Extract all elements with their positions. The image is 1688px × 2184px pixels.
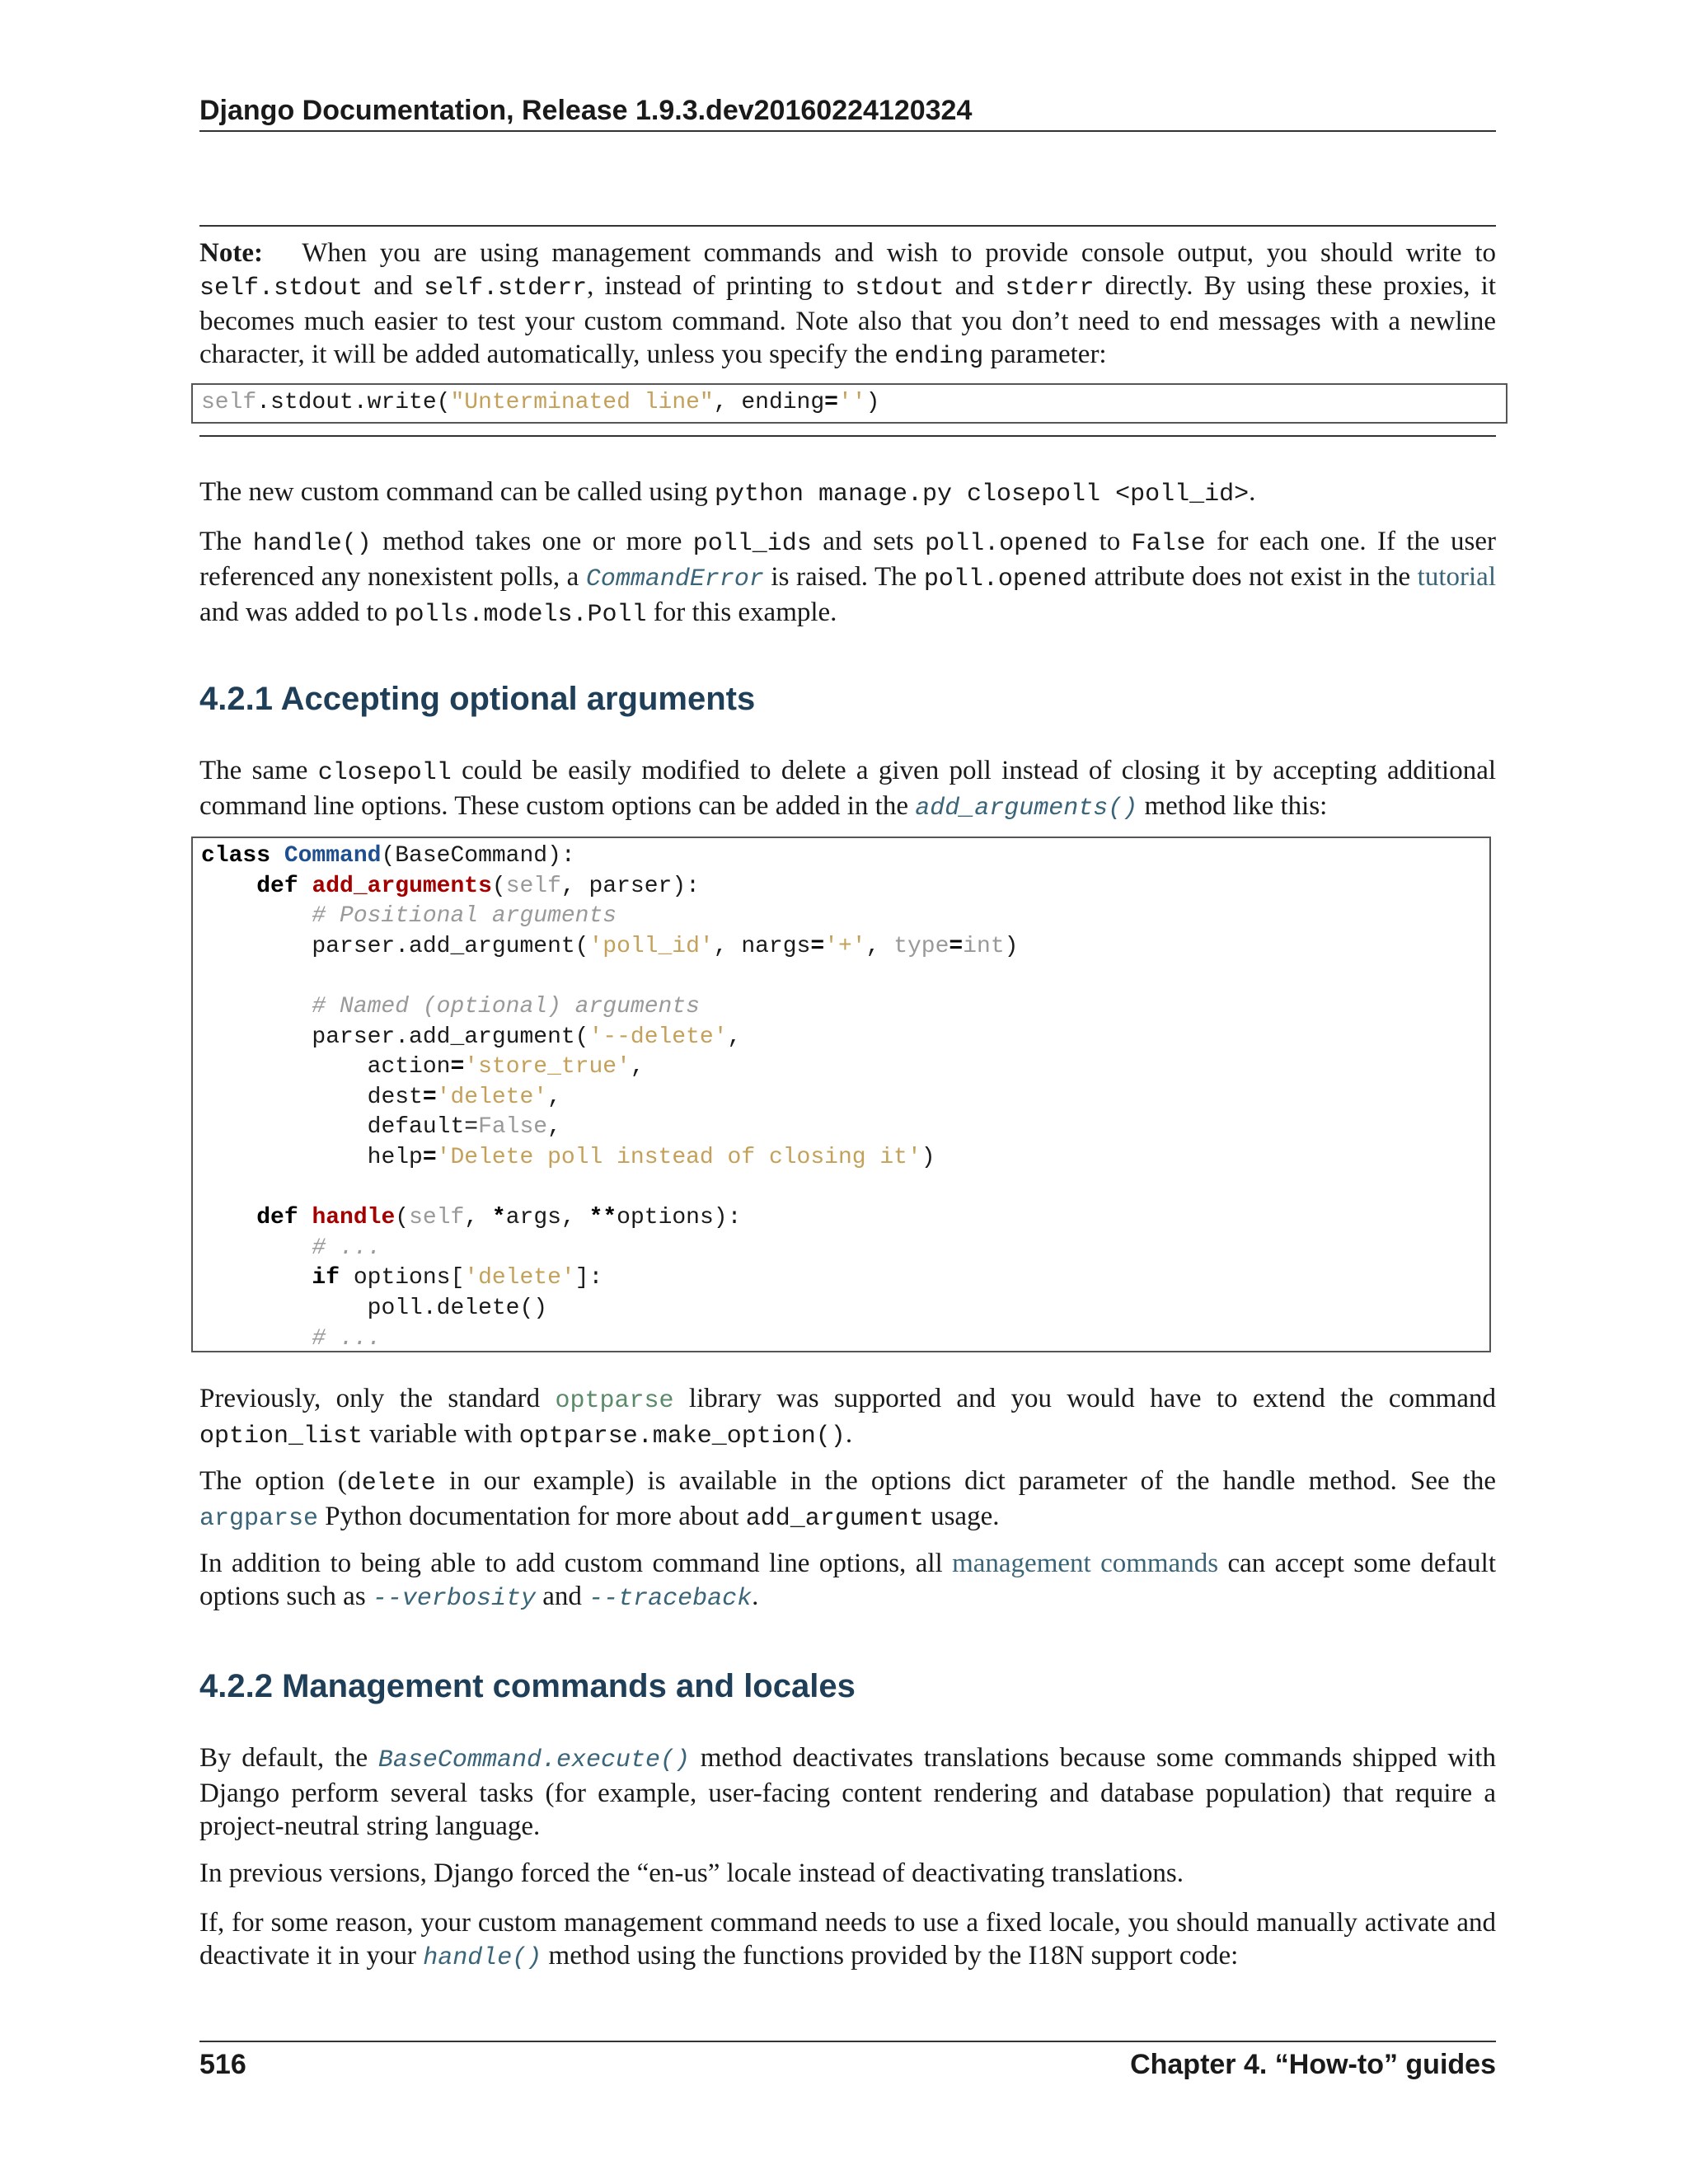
section-heading: 4.2.2 Management commands and locales <box>199 1668 856 1704</box>
running-header <box>199 92 1496 132</box>
section-heading: 4.2.1 Accepting optional arguments <box>199 681 756 717</box>
paragraph: The option (delete in our example) is available in the options dict parameter of the handle method. See the argparse Python documentation for more about add_argument usage. <box>199 1466 1496 1533</box>
note-code-block: self.stdout.write("Unterminated line", ending='') <box>191 383 1507 424</box>
verbosity-link[interactable]: --verbosity <box>372 1585 536 1613</box>
note-box <box>199 225 1496 437</box>
add-arguments-link[interactable]: add_arguments() <box>915 794 1138 823</box>
paragraph: The handle() method takes one or more poll_ids and sets poll.opened to False for each one. If the user referenced any nonexistent polls, a CommandError is raised. The poll.opened attribute does not exist in the tutorial and was added to polls.models.Poll for this example. <box>199 527 1497 629</box>
management-commands-link[interactable]: management commands <box>952 1549 1219 1578</box>
page-number: 516 <box>199 2049 246 2080</box>
paragraph: Previously, only the standard optparse library was supported and you would have to extend the command option_list variable with optparse.make_option(). <box>199 1384 1496 1451</box>
paragraph: The same closepoll could be easily modified to delete a given poll instead of closing it by accepting additional command line options. These custom options can be added in the add_arguments() method like this: <box>199 756 1497 823</box>
paragraph: If, for some reason, your custom management command needs to use a fixed locale, you should manually activate and deactivate it in your handle() method using the functions provided by the I18N support code: <box>199 1908 1496 1972</box>
document-page <box>199 0 1496 2184</box>
paragraph: By default, the BaseCommand.execute() method deactivates translations because some commands shipped with Django perform several tasks (for example, user-facing content rendering and database population) that require a project-neutral string language. <box>199 1743 1496 1841</box>
chapter-title: Chapter 4. “How-to” guides <box>1130 2049 1496 2080</box>
code-block: class Command(BaseCommand): def add_arguments(self, parser): # Positional arguments parser.add_argument('poll_id', nargs='+', type=int) # Named (optional) arguments parser.add_argument('--delete', action='store_true', dest='delete', default=False, help='Delete poll instead of closing it') def handle(self, *args, **options): # ... if options['delete']: poll.delete() # ... <box>191 837 1488 1352</box>
paragraph: In previous versions, Django forced the “en-us” locale instead of deactivating translations. <box>199 1858 1184 1888</box>
argparse-link[interactable]: argparse <box>199 1505 319 1533</box>
handle-link[interactable]: handle() <box>423 1944 542 1972</box>
header-title: Django Documentation, Release 1.9.3.dev20160224120324 <box>199 95 973 126</box>
paragraph: The new custom command can be called using python manage.py closepoll <poll_id>. <box>199 477 1256 509</box>
paragraph: In addition to being able to add custom command line options, all management commands can accept some default options such as --verbosity and --traceback. <box>199 1549 1496 1613</box>
traceback-link[interactable]: --traceback <box>588 1585 753 1613</box>
note-text: Note: When you are using management commands and wish to provide console output, you should write to self.stdout and self.stderr, instead of printing to stdout and stderr directly. By using these proxies, it becomes much easier to test your custom command. Note also that you don’t need to end messages with a newline character, it will be added automatically, unless you specify the ending parameter: <box>199 238 1497 371</box>
basecommand-execute-link[interactable]: BaseCommand.execute() <box>377 1746 690 1774</box>
note-label: Note: <box>199 238 263 268</box>
commanderror-link[interactable]: CommandError <box>585 565 764 593</box>
running-footer <box>199 2041 1496 2081</box>
tutorial-link[interactable]: tutorial <box>1417 562 1496 592</box>
